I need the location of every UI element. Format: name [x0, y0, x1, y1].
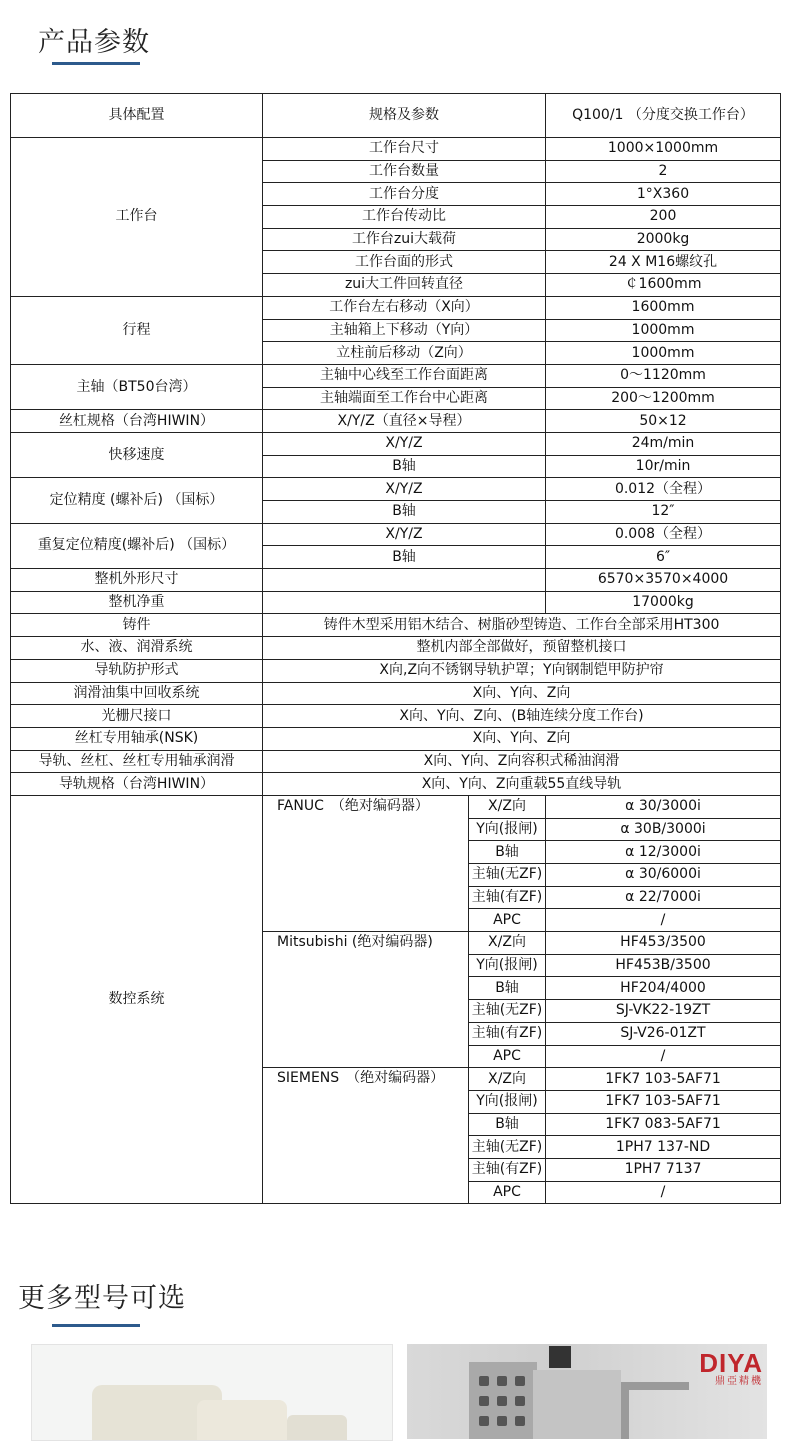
- category-cell: 丝杠专用轴承(NSK): [11, 727, 263, 750]
- table-row: [11, 364, 781, 387]
- cnc-axis-cell: 主轴(无ZF): [469, 1136, 546, 1159]
- value-cell: X向、Y向、Z向: [263, 727, 781, 750]
- spec-cell: X/Y/Z: [263, 432, 546, 455]
- cnc-brand-cell: SIEMENS （绝对编码器）: [263, 1068, 469, 1204]
- table-row: [11, 795, 781, 818]
- cnc-axis-cell: 主轴(无ZF): [469, 864, 546, 887]
- category-cell: 快移速度: [11, 432, 263, 477]
- table-row: [11, 637, 781, 660]
- cnc-axis-cell: Y向(报闸): [469, 1090, 546, 1113]
- table-row: [11, 94, 781, 138]
- category-cell: 光栅尺接口: [11, 705, 263, 728]
- table-row: [11, 750, 781, 773]
- table-row: [11, 659, 781, 682]
- cnc-motor-cell: 1FK7 083-5AF71: [546, 1113, 781, 1136]
- table-row: [11, 478, 781, 501]
- table-row: [11, 591, 781, 614]
- spec-cell: X/Y/Z: [263, 478, 546, 501]
- table-row: [11, 773, 781, 796]
- spec-cell: 主轴箱上下移动（Y向）: [263, 319, 546, 342]
- table-row: [11, 138, 781, 161]
- title-underline: [52, 62, 140, 65]
- table-row: [11, 682, 781, 705]
- spec-cell: 工作台传动比: [263, 206, 546, 229]
- cnc-motor-cell: 1FK7 103-5AF71: [546, 1068, 781, 1091]
- cnc-motor-cell: 1PH7 7137: [546, 1158, 781, 1181]
- cnc-axis-cell: APC: [469, 1181, 546, 1204]
- value-cell: 2: [546, 160, 781, 183]
- spec-cell: 主轴端面至工作台中心距离: [263, 387, 546, 410]
- cnc-motor-cell: α 30/6000i: [546, 864, 781, 887]
- spec-cell: [263, 591, 546, 614]
- table-row: [11, 432, 781, 455]
- cnc-axis-cell: 主轴(有ZF): [469, 1022, 546, 1045]
- category-cell: 导轨防护形式: [11, 659, 263, 682]
- category-cell: 行程: [11, 296, 263, 364]
- cnc-axis-cell: 主轴(有ZF): [469, 1158, 546, 1181]
- value-cell: X向、Y向、Z向容积式稀油润滑: [263, 750, 781, 773]
- spec-cell: 工作台左右移动（X向）: [263, 296, 546, 319]
- cnc-brand-cell: FANUC （绝对编码器）: [263, 795, 469, 931]
- spec-cell: X/Y/Z（直径×导程）: [263, 410, 546, 433]
- value-cell: 6″: [546, 546, 781, 569]
- value-cell: 1°X360: [546, 183, 781, 206]
- table-row: [11, 569, 781, 592]
- spec-cell: 工作台面的形式: [263, 251, 546, 274]
- value-cell: 200: [546, 206, 781, 229]
- table-row: [11, 705, 781, 728]
- cnc-motor-cell: HF453/3500: [546, 932, 781, 955]
- value-cell: 1000mm: [546, 342, 781, 365]
- value-cell: 10r/min: [546, 455, 781, 478]
- cnc-axis-cell: X/Z向: [469, 795, 546, 818]
- cnc-axis-cell: X/Z向: [469, 932, 546, 955]
- value-cell: X向、Y向、Z向重载55直线导轨: [263, 773, 781, 796]
- spec-cell: B轴: [263, 501, 546, 524]
- logo-text: DIYA: [699, 1348, 763, 1378]
- table-row: [11, 410, 781, 433]
- machine-shape: [197, 1400, 287, 1441]
- machine-cap: [549, 1346, 571, 1368]
- spec-cell: B轴: [263, 455, 546, 478]
- value-cell: 1000×1000mm: [546, 138, 781, 161]
- table-row: [11, 727, 781, 750]
- spec-cell: B轴: [263, 546, 546, 569]
- brand-logo: [699, 1350, 763, 1388]
- machine-frame: [621, 1382, 689, 1439]
- model-photo-1[interactable]: [31, 1344, 393, 1441]
- spec-cell: 主轴中心线至工作台面距离: [263, 364, 546, 387]
- spec-cell: 立柱前后移动（Z向）: [263, 342, 546, 365]
- category-cell: 导轨规格（台湾HIWIN）: [11, 773, 263, 796]
- cnc-motor-cell: HF453B/3500: [546, 954, 781, 977]
- cnc-axis-cell: B轴: [469, 977, 546, 1000]
- section-title-product-params: 产品参数: [38, 27, 150, 58]
- value-cell: 200～1200mm: [546, 387, 781, 410]
- spec-cell: zui大工件回转直径: [263, 274, 546, 297]
- value-cell: 24m/min: [546, 432, 781, 455]
- value-cell: 17000kg: [546, 591, 781, 614]
- category-cell: 整机外形尺寸: [11, 569, 263, 592]
- model-photo-2[interactable]: [407, 1344, 767, 1439]
- section-title-more-models: 更多型号可选: [18, 1283, 186, 1314]
- cnc-motor-cell: α 30B/3000i: [546, 818, 781, 841]
- spec-cell: 工作台zui大载荷: [263, 228, 546, 251]
- cnc-axis-cell: 主轴(有ZF): [469, 886, 546, 909]
- spec-cell: 工作台分度: [263, 183, 546, 206]
- spec-cell: [263, 569, 546, 592]
- value-cell: X向,Z向不锈钢导轨护罩；Y向钢制铠甲防护帘: [263, 659, 781, 682]
- value-cell: 24 X M16螺纹孔: [546, 251, 781, 274]
- cnc-motor-cell: /: [546, 909, 781, 932]
- cnc-motor-cell: /: [546, 1045, 781, 1068]
- category-cell: 整机净重: [11, 591, 263, 614]
- machine-column: [469, 1362, 537, 1439]
- cnc-brand-cell: Mitsubishi (绝对编码器): [263, 932, 469, 1068]
- category-cell: 导轨、丝杠、丝杠专用轴承润滑: [11, 750, 263, 773]
- value-cell: 整机内部全部做好，预留整机接口: [263, 637, 781, 660]
- table-row: [11, 614, 781, 637]
- category-cell: 水、液、润滑系统: [11, 637, 263, 660]
- spec-table: [10, 93, 781, 1204]
- cnc-axis-cell: Y向(报闸): [469, 954, 546, 977]
- table-row: [11, 296, 781, 319]
- table-row: [11, 523, 781, 546]
- cnc-motor-cell: 1PH7 137-ND: [546, 1136, 781, 1159]
- machine-tower: [533, 1370, 621, 1439]
- cnc-axis-cell: B轴: [469, 841, 546, 864]
- category-cell: 重复定位精度(螺补后) （国标）: [11, 523, 263, 568]
- value-cell: 50×12: [546, 410, 781, 433]
- value-cell: 1600mm: [546, 296, 781, 319]
- spec-cell: 工作台尺寸: [263, 138, 546, 161]
- cnc-axis-cell: 主轴(无ZF): [469, 1000, 546, 1023]
- spec-cell: X/Y/Z: [263, 523, 546, 546]
- cnc-motor-cell: α 12/3000i: [546, 841, 781, 864]
- header-cell: 具体配置: [11, 94, 263, 138]
- cnc-motor-cell: α 22/7000i: [546, 886, 781, 909]
- title-underline: [52, 1324, 140, 1327]
- value-cell: 0.008（全程）: [546, 523, 781, 546]
- machine-shape: [287, 1415, 347, 1441]
- value-cell: X向、Y向、Z向: [263, 682, 781, 705]
- header-cell: 规格及参数: [263, 94, 546, 138]
- value-cell: 1000mm: [546, 319, 781, 342]
- cnc-axis-cell: APC: [469, 909, 546, 932]
- category-cell: 工作台: [11, 138, 263, 297]
- value-cell: ￠1600mm: [546, 274, 781, 297]
- cnc-motor-cell: SJ-VK22-19ZT: [546, 1000, 781, 1023]
- header-cell: Q100/1 （分度交换工作台）: [546, 94, 781, 138]
- cnc-axis-cell: B轴: [469, 1113, 546, 1136]
- category-cell: 丝杠规格（台湾HIWIN）: [11, 410, 263, 433]
- value-cell: 12″: [546, 501, 781, 524]
- cnc-motor-cell: α 30/3000i: [546, 795, 781, 818]
- spec-cell: 工作台数量: [263, 160, 546, 183]
- category-cell: 润滑油集中回收系统: [11, 682, 263, 705]
- category-cell: 主轴（BT50台湾）: [11, 364, 263, 409]
- logo-subtext: 鼎亞精機: [715, 1376, 763, 1387]
- cnc-motor-cell: /: [546, 1181, 781, 1204]
- cnc-motor-cell: 1FK7 103-5AF71: [546, 1090, 781, 1113]
- cnc-motor-cell: SJ-V26-01ZT: [546, 1022, 781, 1045]
- value-cell: 0～1120mm: [546, 364, 781, 387]
- category-cell: 数控系统: [11, 795, 263, 1203]
- value-cell: 6570×3570×4000: [546, 569, 781, 592]
- value-cell: 铸件木型采用铝木结合、树脂砂型铸造、工作台全部采用HT300: [263, 614, 781, 637]
- cnc-axis-cell: X/Z向: [469, 1068, 546, 1091]
- value-cell: 2000kg: [546, 228, 781, 251]
- category-cell: 定位精度 (螺补后) （国标）: [11, 478, 263, 523]
- cnc-axis-cell: Y向(报闸): [469, 818, 546, 841]
- value-cell: 0.012（全程）: [546, 478, 781, 501]
- category-cell: 铸件: [11, 614, 263, 637]
- value-cell: X向、Y向、Z向、(B轴连续分度工作台): [263, 705, 781, 728]
- model-gallery: [0, 1344, 790, 1439]
- cnc-axis-cell: APC: [469, 1045, 546, 1068]
- cnc-motor-cell: HF204/4000: [546, 977, 781, 1000]
